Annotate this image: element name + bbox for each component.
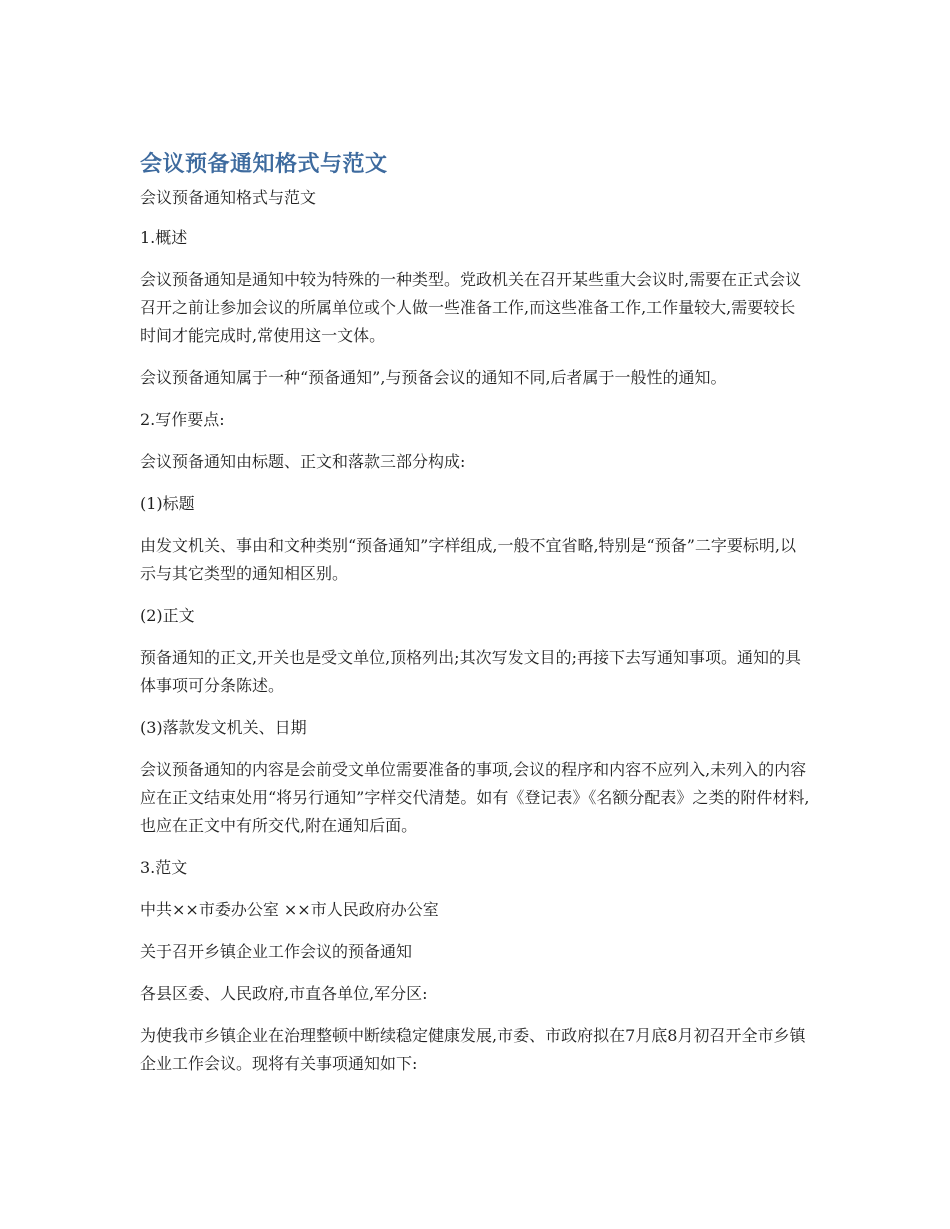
example-recipients: 各县区委、人民政府,市直各单位,军分区: [140,984,428,1003]
example-body: 为使我市乡镇企业在治理整顿中断续稳定健康发展,市委、市政府拟在7月底8月初召开全市乡镇企业工作会议。现将有关事项通知如下: [140,1026,806,1073]
section-heading-overview: 1.概述 [140,228,188,247]
document-subtitle: 会议预备通知格式与范文 [140,188,317,207]
example-issuer: 中共××市委办公室 ××市人民政府办公室 [140,900,439,919]
section-heading-writing-points: 2.写作要点: [140,410,225,429]
section-heading-example: 3.范文 [140,858,188,877]
body-paragraph: 会议预备通知属于一种“预备通知”,与预备会议的通知不同,后者属于一般性的通知。 [140,368,727,387]
body-paragraph: 会议预备通知由标题、正文和落款三部分构成: [140,452,466,471]
document-page [140,150,810,1092]
subheading-signature: (3)落款发文机关、日期 [140,718,307,737]
subheading-body: (2)正文 [140,606,195,625]
example-title: 关于召开乡镇企业工作会议的预备通知 [140,942,413,961]
body-paragraph: 预备通知的正文,开关也是受文单位,顶格列出;其次写发文目的;再接下去写通知事项。通知的具体事项可分条陈述。 [140,648,801,695]
body-paragraph: 由发文机关、事由和文种类别“预备通知”字样组成,一般不宜省略,特别是“预备”二字要标明,以示与其它类型的通知相区别。 [140,536,796,583]
subheading-title: (1)标题 [140,494,195,513]
document-title: 会议预备通知格式与范文 [140,152,388,177]
body-paragraph: 会议预备通知的内容是会前受文单位需要准备的事项,会议的程序和内容不应列入,未列入的内容应在正文结束处用“将另行通知”字样交代清楚。如有《登记表》《名额分配表》之类的附件材料,也应在正文中有所交代,附在通知后面。 [140,760,810,835]
body-paragraph: 会议预备通知是通知中较为特殊的一种类型。党政机关在召开某些重大会议时,需要在正式会议召开之前让参加会议的所属单位或个人做一些准备工作,而这些准备工作,工作量较大,需要较长时间才能完成时,常使用这一文体。 [140,270,802,345]
